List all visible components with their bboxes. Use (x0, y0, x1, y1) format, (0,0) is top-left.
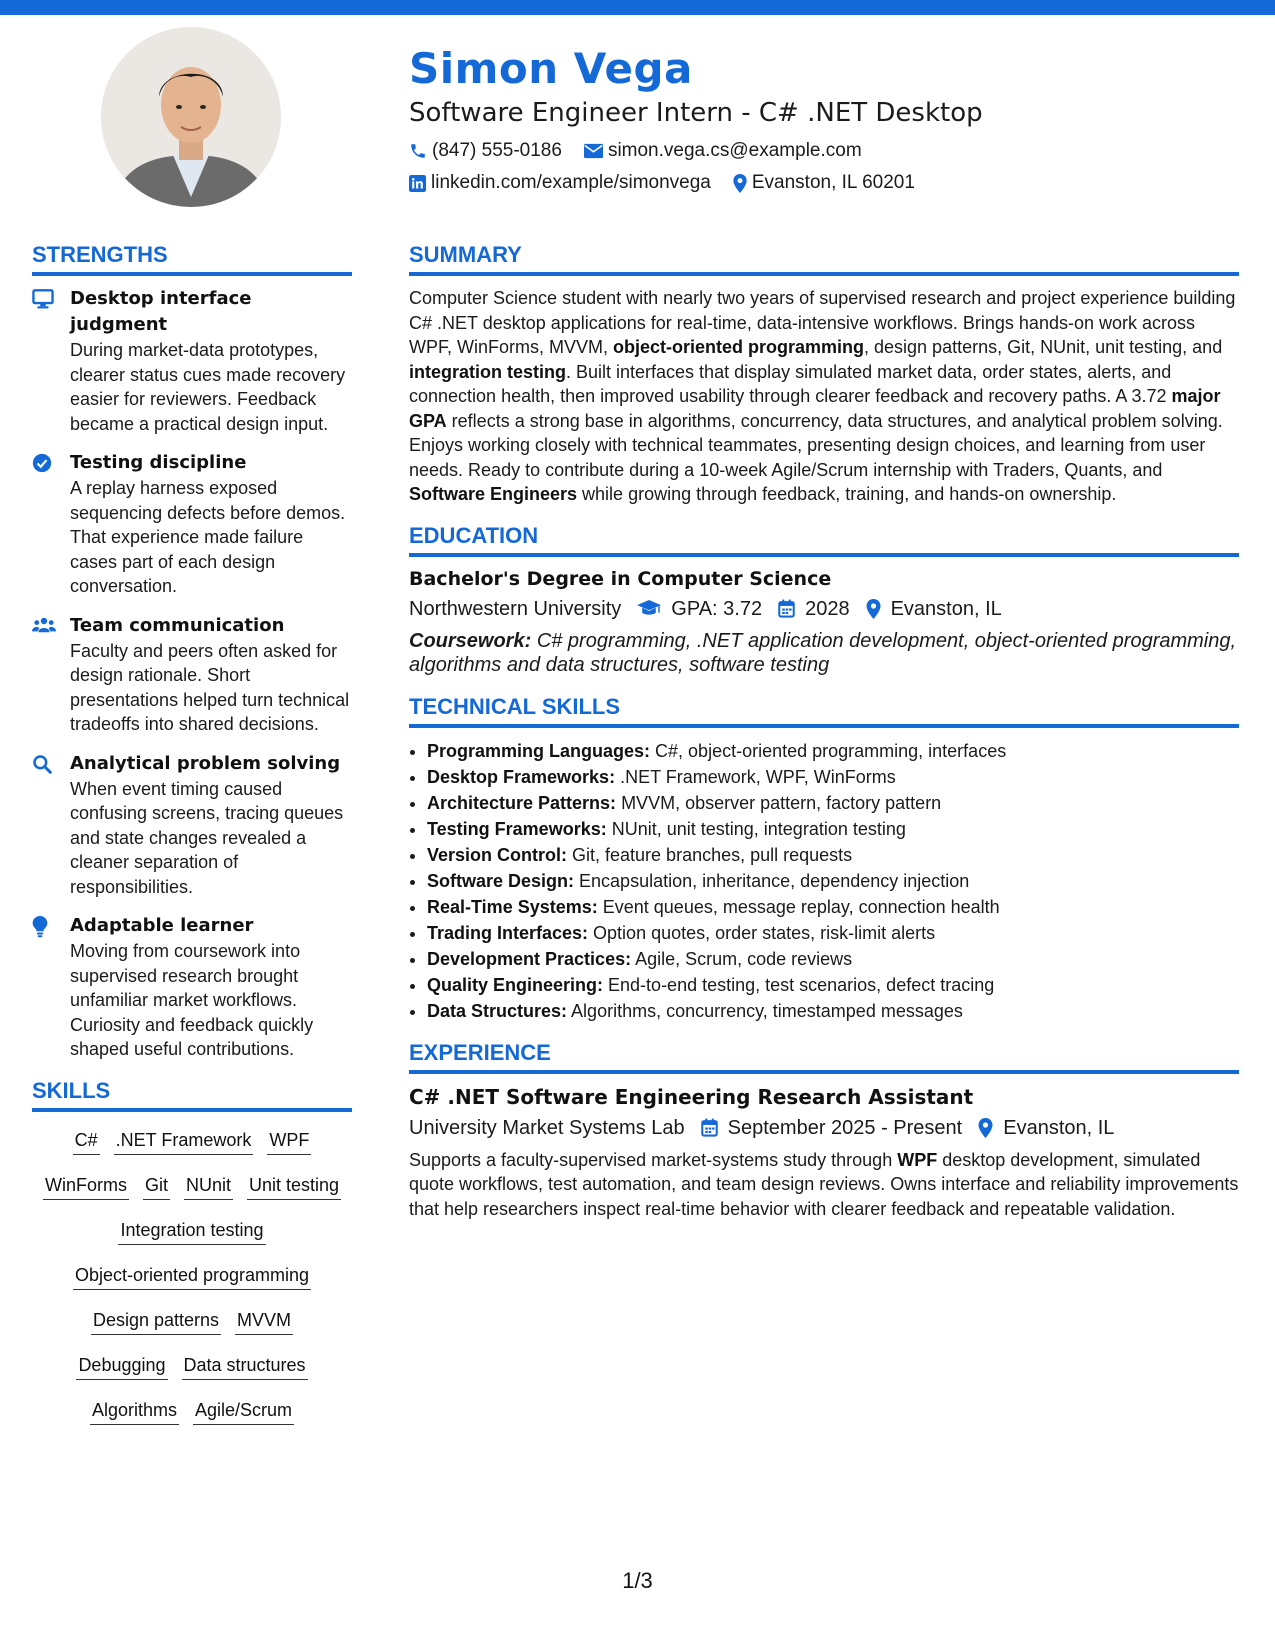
technical-skills-list (409, 738, 1239, 1024)
strength-description: During market-data prototypes, clearer status cues made recovery easier for reviewers. Feedback became a practical design input. (70, 340, 346, 434)
emphasis-text: WPF (897, 1149, 938, 1170)
contact-row-2 (409, 168, 1229, 198)
right-column (409, 240, 1239, 1231)
skill-chip: NUnit (184, 1173, 233, 1200)
year-text: 2028 (805, 597, 850, 620)
skills-row (32, 1302, 352, 1347)
skill-values: Encapsulation, inheritance, dependency injection (574, 870, 970, 891)
skill-values: End-to-end testing, test scenarios, defect tracing (603, 974, 995, 995)
phone-icon (409, 142, 427, 160)
skills-row (32, 1167, 352, 1212)
strength-title: Adaptable learner (70, 915, 254, 936)
strength-item (32, 450, 352, 599)
school-name: Northwestern University (409, 597, 622, 620)
technical-skill-item (427, 946, 1239, 972)
skill-category: Programming Languages: (427, 740, 651, 761)
search-icon (32, 754, 52, 774)
strength-description: Moving from coursework into supervised research brought unfamiliar market workflows. Curiosity and feedback quickly shaped useful contributions. (70, 941, 314, 1059)
calendar-icon (701, 1118, 718, 1137)
skill-values: Algorithms, concurrency, timestamped messages (567, 1000, 963, 1021)
skill-chip: Algorithms (90, 1398, 179, 1425)
coursework-label: Coursework: (409, 629, 532, 652)
skill-chip: Agile/Scrum (193, 1398, 294, 1425)
job-title: C# .NET Software Engineering Research Assistant (409, 1084, 974, 1109)
skill-chip: Data structures (182, 1353, 308, 1380)
coursework (409, 629, 1239, 678)
email-contact[interactable] (584, 136, 862, 166)
dates-item (701, 1112, 963, 1144)
org-name: University Market Systems Lab (409, 1116, 685, 1139)
skill-category: Real-Time Systems: (427, 896, 598, 917)
map-pin-icon (733, 174, 747, 193)
location-contact (733, 168, 915, 198)
skill-values: .NET Framework, WPF, WinForms (615, 766, 896, 787)
job-location-text: Evanston, IL (1003, 1116, 1115, 1139)
skills-chips (32, 1122, 352, 1437)
text-segment: desktop development, simulated quote workflows, test automation, and team design reviews. Owns interface and reliability improvements that help researchers inspect real-time behavior with clearer feedback and repeatable validation. (409, 1149, 1239, 1219)
skill-category: Version Control: (427, 844, 568, 865)
skill-values: NUnit, unit testing, integration testing (606, 818, 906, 839)
envelope-icon (584, 143, 603, 159)
monitor-icon (32, 289, 54, 309)
degree-title: Bachelor's Degree in Computer Science (409, 567, 832, 590)
skill-chip: Design patterns (91, 1308, 221, 1335)
emphasis-text: major GPA (409, 386, 1221, 431)
lightbulb-icon (32, 916, 48, 938)
skill-chip: C# (73, 1128, 100, 1155)
skill-chip: Unit testing (247, 1173, 341, 1200)
graduation-cap-icon (637, 600, 661, 617)
summary-heading: SUMMARY (409, 240, 1239, 276)
emphasis-text: object-oriented programming (613, 337, 865, 357)
skill-chip: Integration testing (118, 1218, 265, 1245)
skill-values: Event queues, message replay, connection health (597, 896, 1000, 917)
technical-skill-item (427, 868, 1239, 894)
technical-skill-item (427, 790, 1239, 816)
technical-skill-item (427, 738, 1239, 764)
text-segment: , design patterns, Git, NUnit, unit testing, and (864, 337, 1223, 357)
technical-skill-item (427, 764, 1239, 790)
linkedin-icon (409, 175, 426, 192)
strength-title: Team communication (70, 614, 285, 636)
strength-description: A replay harness exposed sequencing defects before demos. That experience made failure cases part of each design conversation. (70, 478, 346, 596)
summary-text (409, 286, 1239, 507)
skills-row (32, 1257, 352, 1302)
skill-values: MVVM, observer pattern, factory pattern (616, 792, 942, 813)
skill-values: C#, object-oriented programming, interfaces (650, 740, 1007, 761)
skill-category: Desktop Frameworks: (427, 766, 616, 787)
skill-category: Testing Frameworks: (427, 818, 607, 839)
phone-contact[interactable] (409, 136, 562, 166)
strength-item (32, 286, 352, 436)
linkedin-contact[interactable] (409, 168, 711, 198)
skill-chip: WPF (267, 1128, 311, 1155)
text-segment: . Built interfaces that display simulated market data, order states, alerts, and connection health, then improved usability through clearer feedback and recovery paths. A 3.72 (409, 361, 1172, 406)
strength-title: Testing discipline (70, 452, 247, 473)
edu-location-text: Evanston, IL (890, 597, 1002, 620)
education-details (409, 593, 1239, 625)
skill-values: Option quotes, order states, risk-limit alerts (588, 922, 936, 943)
email-text: simon.vega.cs@example.com (607, 140, 862, 161)
job-description (409, 1148, 1239, 1222)
strengths-heading: STRENGTHS (32, 240, 352, 276)
coursework-text: C# programming, .NET application development, object-oriented programming, algorithms and data structures, software testing (409, 629, 1237, 676)
skill-category: Development Practices: (427, 948, 632, 969)
skill-category: Software Design: (427, 870, 575, 891)
technical-skills-heading: TECHNICAL SKILLS (409, 692, 1239, 728)
phone-text: (847) 555-0186 (432, 140, 562, 161)
strength-description: When event timing caused confusing screens, tracing queues and state changes revealed a cleaner separation of responsibilities. (70, 778, 344, 897)
emphasis-text: integration testing (409, 361, 566, 382)
left-column (32, 240, 352, 1437)
skill-chip: MVVM (235, 1308, 293, 1335)
skill-category: Quality Engineering: (427, 974, 604, 995)
job-location-item (978, 1112, 1114, 1144)
profile-photo (101, 27, 281, 207)
technical-skill-item (427, 842, 1239, 868)
experience-heading: EXPERIENCE (409, 1038, 1239, 1074)
contact-row-1 (409, 136, 1229, 166)
users-icon (32, 616, 56, 634)
strength-item (32, 751, 352, 900)
strengths-list (32, 286, 352, 1062)
skills-row (32, 1212, 352, 1257)
strength-title: Desktop interface judgment (70, 288, 252, 335)
emphasis-text: Software Engineers (409, 484, 578, 504)
text-segment: Supports a faculty-supervised market-systems study through (409, 1149, 898, 1170)
skills-heading: SKILLS (32, 1076, 352, 1112)
skill-chip: WinForms (43, 1173, 129, 1200)
skill-chip: Debugging (76, 1353, 167, 1380)
technical-skill-item (427, 998, 1239, 1024)
skills-row (32, 1347, 352, 1392)
location-text: Evanston, IL 60201 (751, 172, 915, 193)
text-segment: Computer Science student with nearly two years of supervised research and project experience building C# .NET desktop applications for real-time, data-intensive workflows. Brings hands-on work across WPF, WinForms, MVVM, (409, 288, 1236, 357)
skills-row (32, 1122, 352, 1167)
skill-chip: Git (143, 1173, 170, 1200)
skills-row (32, 1392, 352, 1437)
skill-category: Architecture Patterns: (427, 792, 617, 813)
technical-skill-item (427, 920, 1239, 946)
skill-values: Agile, Scrum, code reviews (631, 948, 853, 969)
calendar-icon (778, 599, 795, 618)
text-segment: reflects a strong base in algorithms, concurrency, data structures, and analytical problem solving. Enjoys working closely with technical teammates, presenting design choices, and learning from user needs. Ready to contribute during a 10-week Agile/Scrum internship with Traders, Quants, and (409, 410, 1223, 480)
candidate-title: Software Engineer Intern - C# .NET Desktop (409, 98, 983, 128)
skill-category: Trading Interfaces: (427, 922, 589, 943)
education-heading: EDUCATION (409, 521, 1239, 557)
strength-description: Faculty and peers often asked for design rationale. Short presentations helped turn technical tradeoffs into shared decisions. (70, 640, 350, 734)
candidate-name: Simon Vega (409, 44, 693, 93)
technical-skill-item (427, 894, 1239, 920)
skill-values: Git, feature branches, pull requests (567, 844, 853, 865)
page-number: 1/3 (622, 1568, 653, 1593)
resume-header (409, 40, 1229, 198)
skill-category: Data Structures: (427, 1000, 568, 1021)
map-pin-icon (978, 1118, 993, 1138)
strength-item (32, 613, 352, 737)
skill-chip: Object-oriented programming (73, 1263, 311, 1290)
strength-item (32, 913, 352, 1062)
technical-skill-item (427, 816, 1239, 842)
year-item (778, 593, 850, 625)
top-accent-bar (0, 0, 1275, 15)
technical-skill-item (427, 972, 1239, 998)
skill-chip: .NET Framework (114, 1128, 254, 1155)
edu-location-item (866, 593, 1002, 625)
map-pin-icon (866, 599, 881, 619)
job-details (409, 1112, 1239, 1144)
gpa-text: GPA: 3.72 (671, 597, 763, 620)
strength-title: Analytical problem solving (70, 752, 341, 774)
linkedin-text: linkedin.com/example/simonvega (431, 172, 711, 193)
check-circle-icon (32, 453, 52, 473)
gpa-item (637, 593, 762, 625)
text-segment: while growing through feedback, training, and hands-on ownership. (577, 484, 1117, 504)
dates-text: September 2025 - Present (727, 1116, 963, 1139)
